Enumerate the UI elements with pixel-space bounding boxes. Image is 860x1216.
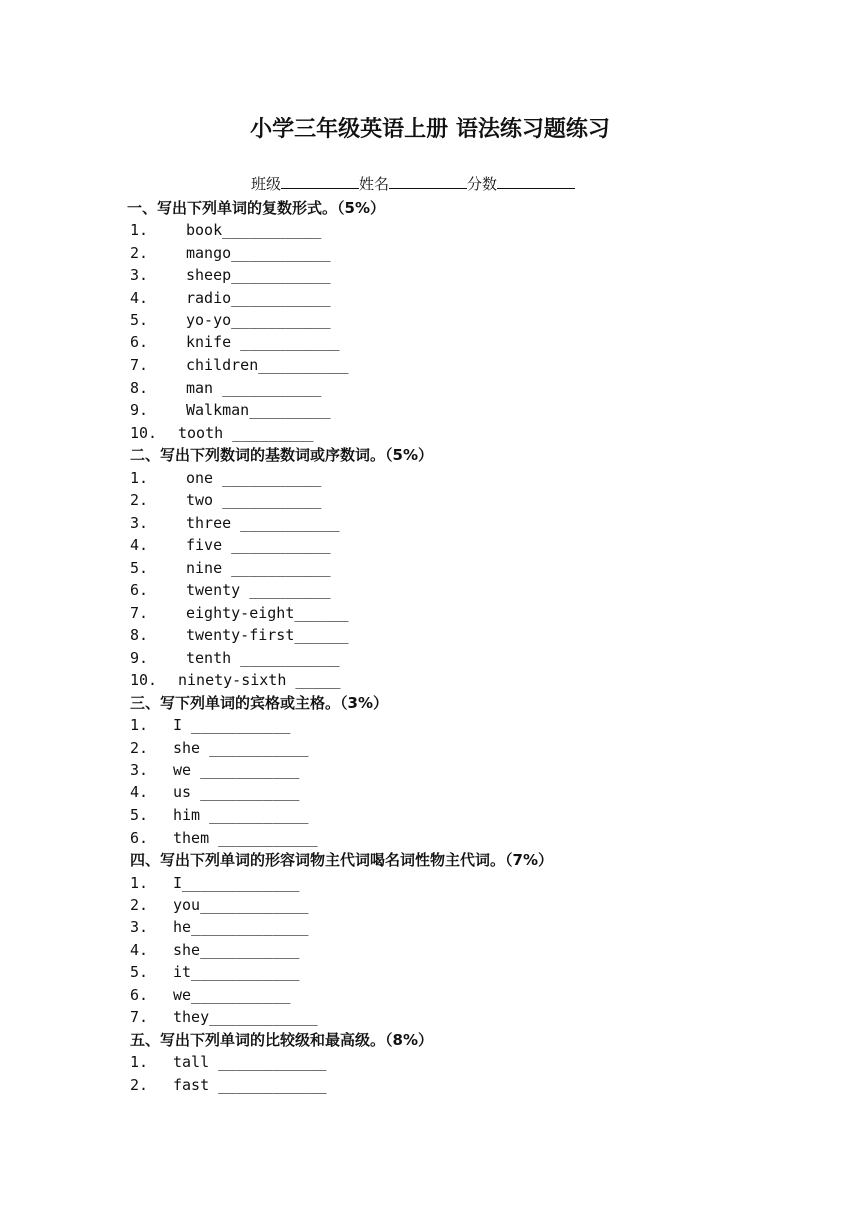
section-3-item-1[interactable]: I ___________: [173, 716, 291, 734]
section-4-item-2[interactable]: you____________: [173, 896, 309, 914]
section-5-item-2[interactable]: fast ____________: [173, 1076, 327, 1094]
section-2-item-3[interactable]: three ___________: [186, 514, 340, 532]
section-2-item-9-number: 9.: [130, 649, 149, 667]
section-4-item-7[interactable]: they____________: [173, 1008, 318, 1026]
section-3-item-6[interactable]: them ___________: [173, 829, 318, 847]
section-5-item-1[interactable]: tall ____________: [173, 1053, 327, 1071]
section-4-item-6-number: 6.: [130, 986, 149, 1004]
section-5-item-2-number: 2.: [130, 1076, 149, 1094]
section-1-item-9-number: 9.: [130, 401, 149, 419]
section-2-item-4-number: 4.: [130, 536, 149, 554]
score-blank[interactable]: [497, 174, 575, 189]
section-2-item-5-number: 5.: [130, 559, 149, 577]
section-4-item-5-number: 5.: [130, 963, 149, 981]
section-2-item-7[interactable]: eighty-eight______: [186, 604, 349, 622]
section-1-item-8[interactable]: man ___________: [186, 379, 322, 397]
name-label: 姓名: [359, 175, 390, 193]
section-2-item-2-number: 2.: [130, 491, 149, 509]
section-2-item-5[interactable]: nine ___________: [186, 559, 331, 577]
section-3-item-3-number: 3.: [130, 761, 149, 779]
section-2-item-9[interactable]: tenth ___________: [186, 649, 340, 667]
section-3-item-4-number: 4.: [130, 783, 149, 801]
section-4-item-3-number: 3.: [130, 918, 149, 936]
section-4-item-1-number: 1.: [130, 874, 149, 892]
class-blank[interactable]: [281, 174, 359, 189]
section-1-item-7[interactable]: children__________: [186, 356, 349, 374]
section-1-item-3-number: 3.: [130, 266, 149, 284]
section-2-item-2[interactable]: two ___________: [186, 491, 322, 509]
section-2-item-8[interactable]: twenty-first______: [186, 626, 349, 644]
section-4-item-3[interactable]: he_____________: [173, 918, 309, 936]
section-4-item-4-number: 4.: [130, 941, 149, 959]
section-1-item-1-number: 1.: [130, 221, 149, 239]
section-2-item-6-number: 6.: [130, 581, 149, 599]
section-4-item-1[interactable]: I_____________: [173, 874, 300, 892]
section-1-item-4[interactable]: radio___________: [186, 289, 331, 307]
section-1-item-5[interactable]: yo-yo___________: [186, 311, 331, 329]
section-2-title: 二、写出下列数词的基数词或序数词。（5%）: [130, 446, 433, 464]
section-3-item-3[interactable]: we ___________: [173, 761, 300, 779]
section-3-item-2[interactable]: she ___________: [173, 739, 309, 757]
section-4-item-4[interactable]: she___________: [173, 941, 300, 959]
section-1-item-9[interactable]: Walkman_________: [186, 401, 331, 419]
section-3-title: 三、写下列单词的宾格或主格。（3%）: [130, 694, 388, 712]
section-3-item-4[interactable]: us ___________: [173, 783, 300, 801]
section-2-item-4[interactable]: five ___________: [186, 536, 331, 554]
score-label: 分数: [467, 175, 498, 193]
section-3-item-6-number: 6.: [130, 829, 149, 847]
section-2-item-8-number: 8.: [130, 626, 149, 644]
section-1-item-10-number: 10.: [130, 424, 158, 442]
section-1-item-1[interactable]: book___________: [186, 221, 322, 239]
section-1-title: 一、写出下列单词的复数形式。（5%）: [127, 199, 385, 217]
page-title: 小学三年级英语上册 语法练习题练习: [250, 116, 610, 142]
section-4-item-7-number: 7.: [130, 1008, 149, 1026]
section-1-item-2-number: 2.: [130, 244, 149, 262]
section-1-item-10[interactable]: tooth _________: [178, 424, 314, 442]
section-3-item-5[interactable]: him ___________: [173, 806, 309, 824]
section-2-item-6[interactable]: twenty _________: [186, 581, 331, 599]
section-1-item-3[interactable]: sheep___________: [186, 266, 331, 284]
class-label: 班级: [251, 175, 282, 193]
section-3-item-1-number: 1.: [130, 716, 149, 734]
section-4-item-5[interactable]: it____________: [173, 963, 300, 981]
section-2-item-10-number: 10.: [130, 671, 158, 689]
section-1-item-6[interactable]: knife ___________: [186, 333, 340, 351]
section-3-item-5-number: 5.: [130, 806, 149, 824]
student-info-line: [251, 173, 575, 194]
section-2-item-3-number: 3.: [130, 514, 149, 532]
section-2-item-7-number: 7.: [130, 604, 149, 622]
section-2-item-1[interactable]: one ___________: [186, 469, 322, 487]
section-5-title: 五、写出下列单词的比较级和最高级。（8%）: [130, 1031, 433, 1049]
section-4-item-2-number: 2.: [130, 896, 149, 914]
section-3-item-2-number: 2.: [130, 739, 149, 757]
section-4-title: 四、写出下列单词的形容词物主代词喝名词性物主代词。（7%）: [130, 851, 553, 869]
section-1-item-6-number: 6.: [130, 333, 149, 351]
section-5-item-1-number: 1.: [130, 1053, 149, 1071]
section-2-item-1-number: 1.: [130, 469, 149, 487]
section-1-item-2[interactable]: mango___________: [186, 244, 331, 262]
name-blank[interactable]: [389, 174, 467, 189]
section-1-item-7-number: 7.: [130, 356, 149, 374]
section-1-item-8-number: 8.: [130, 379, 149, 397]
section-4-item-6[interactable]: we___________: [173, 986, 291, 1004]
section-1-item-5-number: 5.: [130, 311, 149, 329]
section-2-item-10[interactable]: ninety-sixth _____: [178, 671, 341, 689]
section-1-item-4-number: 4.: [130, 289, 149, 307]
